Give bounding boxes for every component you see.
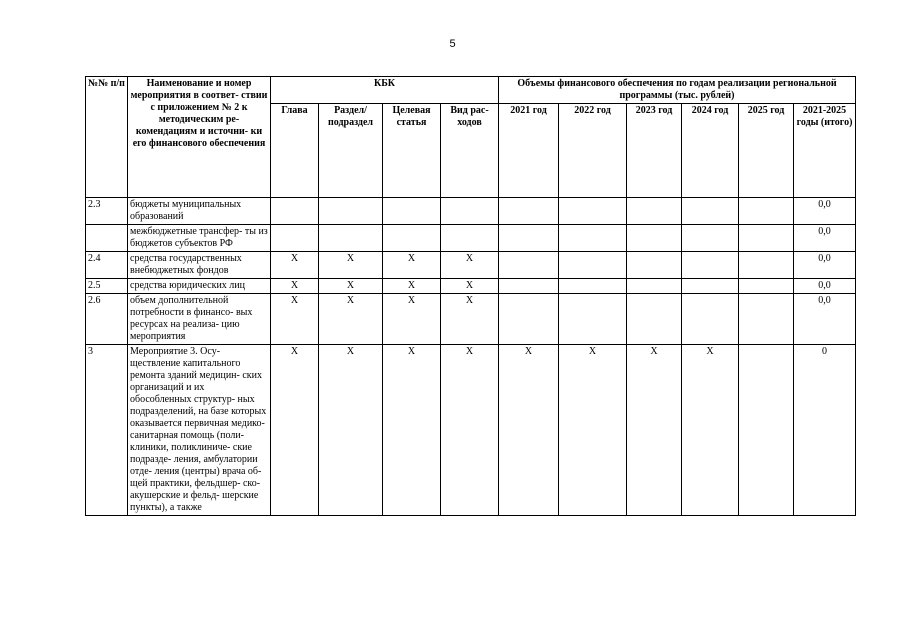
row-number — [86, 225, 128, 252]
year-cell — [627, 198, 682, 225]
year-cell — [559, 294, 627, 345]
row-number: 2.6 — [86, 294, 128, 345]
year-cell — [627, 252, 682, 279]
table-body — [86, 198, 856, 516]
year-cell: Х — [559, 345, 627, 516]
kbk-cell: Х — [319, 294, 383, 345]
header-year-col: 2022 год — [559, 104, 627, 198]
year-cell — [739, 198, 794, 225]
header-year-col: 2025 год — [739, 104, 794, 198]
total-cell: 0,0 — [794, 225, 856, 252]
page-number: 5 — [449, 38, 456, 50]
year-cell — [627, 225, 682, 252]
total-cell: 0 — [794, 345, 856, 516]
row-name: средства юридических лиц — [128, 279, 271, 294]
kbk-cell: Х — [383, 252, 441, 279]
kbk-cell — [383, 198, 441, 225]
year-cell: Х — [627, 345, 682, 516]
year-cell: Х — [682, 345, 739, 516]
year-cell — [739, 252, 794, 279]
header-name: Наименование и номер мероприятия в соответ- ствии с приложением № 2 к методическим ре- комендациям и источни- ки его финансового обеспечения — [128, 77, 271, 198]
kbk-cell: Х — [383, 279, 441, 294]
year-cell — [682, 294, 739, 345]
kbk-cell — [271, 198, 319, 225]
header-kbk: КБК — [271, 77, 499, 104]
table-row — [86, 252, 856, 279]
total-cell: 0,0 — [794, 294, 856, 345]
row-number: 2.3 — [86, 198, 128, 225]
table-header — [86, 77, 856, 198]
year-cell — [627, 294, 682, 345]
kbk-cell: Х — [271, 279, 319, 294]
year-cell — [559, 225, 627, 252]
table-row — [86, 198, 856, 225]
header-kbk-col: Глава — [271, 104, 319, 198]
year-cell — [627, 279, 682, 294]
kbk-cell: Х — [383, 294, 441, 345]
year-cell — [739, 279, 794, 294]
header-kbk-col: Целевая статья — [383, 104, 441, 198]
year-cell — [739, 294, 794, 345]
kbk-cell: Х — [383, 345, 441, 516]
year-cell — [559, 198, 627, 225]
row-number: 2.5 — [86, 279, 128, 294]
kbk-cell: Х — [271, 345, 319, 516]
header-year-col: 2023 год — [627, 104, 682, 198]
kbk-cell — [441, 225, 499, 252]
kbk-cell: Х — [441, 345, 499, 516]
header-kbk-col: Раздел/ подраздел — [319, 104, 383, 198]
year-cell — [682, 198, 739, 225]
budget-table — [85, 76, 856, 516]
header-kbk-col: Вид рас- ходов — [441, 104, 499, 198]
header-volumes: Объемы финансового обеспечения по годам реализации региональной программы (тыс. рублей) — [499, 77, 856, 104]
kbk-cell: Х — [271, 294, 319, 345]
table-row — [86, 345, 856, 516]
year-cell — [499, 225, 559, 252]
kbk-cell — [441, 198, 499, 225]
total-cell: 0,0 — [794, 252, 856, 279]
row-name: Мероприятие 3. Осу- ществление капитального ремонта зданий медицин- ских организаций и их обособленных структур- ных подразделений, на базе которых оказывается первичная медико- санитарная помощь (поли- клиники, поликлиниче- ские подразде- ления, амбулатории отде- ления (центры) врача об- щей практики, фельдшер- ско-акушерские и фельд- шерские пункты), а также — [128, 345, 271, 516]
header-year-col: 2021-2025 годы (итого) — [794, 104, 856, 198]
year-cell — [499, 279, 559, 294]
year-cell: Х — [499, 345, 559, 516]
header-num: №№ п/п — [86, 77, 128, 198]
row-number: 2.4 — [86, 252, 128, 279]
year-cell — [499, 198, 559, 225]
kbk-cell: Х — [441, 252, 499, 279]
row-name: средства государственных внебюджетных фондов — [128, 252, 271, 279]
kbk-cell: Х — [271, 252, 319, 279]
kbk-cell: Х — [441, 279, 499, 294]
year-cell — [499, 252, 559, 279]
total-cell: 0,0 — [794, 279, 856, 294]
year-cell — [682, 252, 739, 279]
row-name: межбюджетные трансфер- ты из бюджетов субъектов РФ — [128, 225, 271, 252]
kbk-cell — [319, 225, 383, 252]
year-cell — [739, 225, 794, 252]
row-name: бюджеты муниципальных образований — [128, 198, 271, 225]
total-cell: 0,0 — [794, 198, 856, 225]
kbk-cell — [383, 225, 441, 252]
kbk-cell — [271, 225, 319, 252]
year-cell — [682, 225, 739, 252]
kbk-cell: Х — [319, 252, 383, 279]
kbk-cell: Х — [319, 279, 383, 294]
kbk-cell: Х — [441, 294, 499, 345]
kbk-cell: Х — [319, 345, 383, 516]
year-cell — [559, 279, 627, 294]
year-cell — [499, 294, 559, 345]
year-cell — [559, 252, 627, 279]
header-year-col: 2021 год — [499, 104, 559, 198]
kbk-cell — [319, 198, 383, 225]
table-row — [86, 225, 856, 252]
row-name: объем дополнительной потребности в финансо- вых ресурсах на реализа- цию мероприятия — [128, 294, 271, 345]
year-cell — [739, 345, 794, 516]
header-year-col: 2024 год — [682, 104, 739, 198]
table-row — [86, 294, 856, 345]
row-number: 3 — [86, 345, 128, 516]
year-cell — [682, 279, 739, 294]
table-row — [86, 279, 856, 294]
